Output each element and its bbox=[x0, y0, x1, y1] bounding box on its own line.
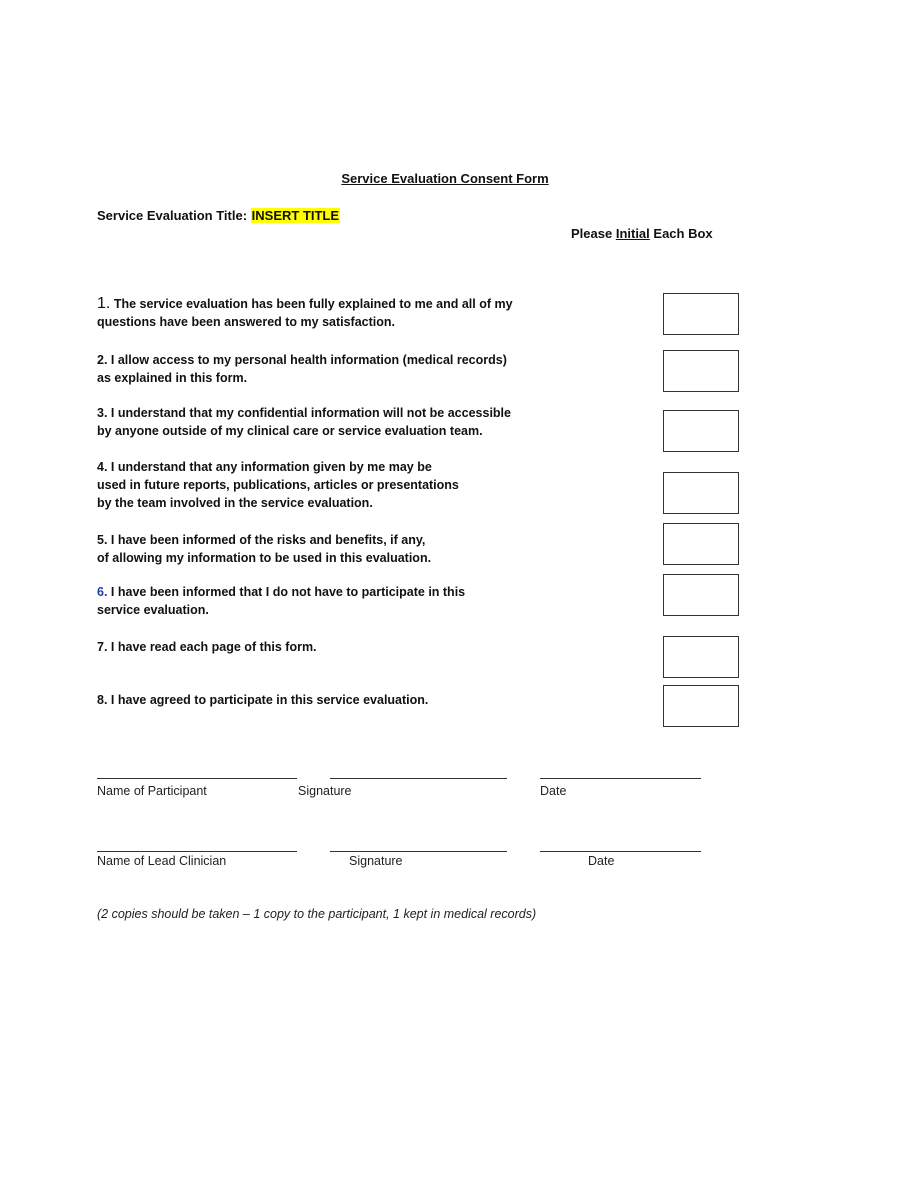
initial-each-box-header bbox=[571, 226, 713, 241]
statement-line: I have been informed that I do not have to participate in this bbox=[107, 585, 466, 599]
statement-line: by anyone outside of my clinical care or service evaluation team. bbox=[97, 424, 483, 438]
statement-line: I have been informed of the risks and benefits, if any, bbox=[107, 533, 426, 547]
statement-line: I have read each page of this form. bbox=[107, 640, 317, 654]
form-title: Service Evaluation Consent Form bbox=[341, 171, 549, 186]
statement-1 bbox=[97, 295, 577, 331]
statement-line: The service evaluation has been fully explained to me and all of my bbox=[110, 297, 513, 311]
statement-line: I understand that any information given by me may be bbox=[107, 460, 432, 474]
initial-box-3[interactable] bbox=[663, 410, 739, 452]
initial-box-7[interactable] bbox=[663, 636, 739, 678]
statement-8 bbox=[97, 691, 577, 709]
statement-number: 1. bbox=[97, 295, 111, 312]
participant-signature-line[interactable] bbox=[330, 778, 507, 779]
copies-note: (2 copies should be taken – 1 copy to the participant, 1 kept in medical records) bbox=[97, 907, 537, 921]
evaluation-title-row bbox=[97, 208, 340, 223]
initial-word: Initial bbox=[615, 226, 650, 241]
participant-name-label: Name of Participant bbox=[97, 784, 207, 798]
statement-line: service evaluation. bbox=[97, 603, 209, 617]
statement-number: 3. bbox=[97, 406, 108, 420]
statement-3 bbox=[97, 404, 577, 440]
statement-line: as explained in this form. bbox=[97, 371, 248, 385]
statement-number: 8. bbox=[97, 693, 108, 707]
clinician-signature-line[interactable] bbox=[330, 851, 507, 852]
statement-7 bbox=[97, 638, 577, 656]
statement-4 bbox=[97, 458, 577, 512]
statement-6 bbox=[97, 583, 577, 619]
statement-line: I understand that my confidential information will not be accessible bbox=[107, 406, 511, 420]
evaluation-title-value[interactable]: INSERT TITLE bbox=[251, 208, 340, 223]
statement-line: of allowing my information to be used in this evaluation. bbox=[97, 551, 432, 565]
initial-suffix: Each Box bbox=[649, 226, 713, 241]
statement-number: 2. bbox=[97, 353, 108, 367]
statement-2 bbox=[97, 351, 577, 387]
statement-number: 4. bbox=[97, 460, 108, 474]
initial-box-8[interactable] bbox=[663, 685, 739, 727]
statement-line: questions have been answered to my satisfaction. bbox=[97, 315, 396, 329]
initial-box-1[interactable] bbox=[663, 293, 739, 335]
clinician-date-label: Date bbox=[588, 854, 615, 868]
initial-box-5[interactable] bbox=[663, 523, 739, 565]
clinician-name-line[interactable] bbox=[97, 851, 297, 852]
participant-date-line[interactable] bbox=[540, 778, 701, 779]
statement-line: I allow access to my personal health information (medical records) bbox=[107, 353, 507, 367]
participant-date-label: Date bbox=[540, 784, 567, 798]
statement-line: by the team involved in the service evaluation. bbox=[97, 496, 373, 510]
statement-number: 7. bbox=[97, 640, 108, 654]
initial-box-4[interactable] bbox=[663, 472, 739, 514]
clinician-signature-label: Signature bbox=[349, 854, 403, 868]
statement-5 bbox=[97, 531, 577, 567]
initial-box-6[interactable] bbox=[663, 574, 739, 616]
statement-number: 5. bbox=[97, 533, 108, 547]
evaluation-title-label: Service Evaluation Title: bbox=[97, 208, 251, 223]
initial-box-2[interactable] bbox=[663, 350, 739, 392]
clinician-date-line[interactable] bbox=[540, 851, 701, 852]
participant-name-line[interactable] bbox=[97, 778, 297, 779]
participant-signature-label: Signature bbox=[298, 784, 352, 798]
clinician-name-label: Name of Lead Clinician bbox=[97, 854, 227, 868]
statement-line: I have agreed to participate in this service evaluation. bbox=[107, 693, 429, 707]
statement-line: used in future reports, publications, articles or presentations bbox=[97, 478, 459, 492]
initial-prefix: Please bbox=[571, 226, 616, 241]
statement-number: 6. bbox=[97, 585, 108, 599]
